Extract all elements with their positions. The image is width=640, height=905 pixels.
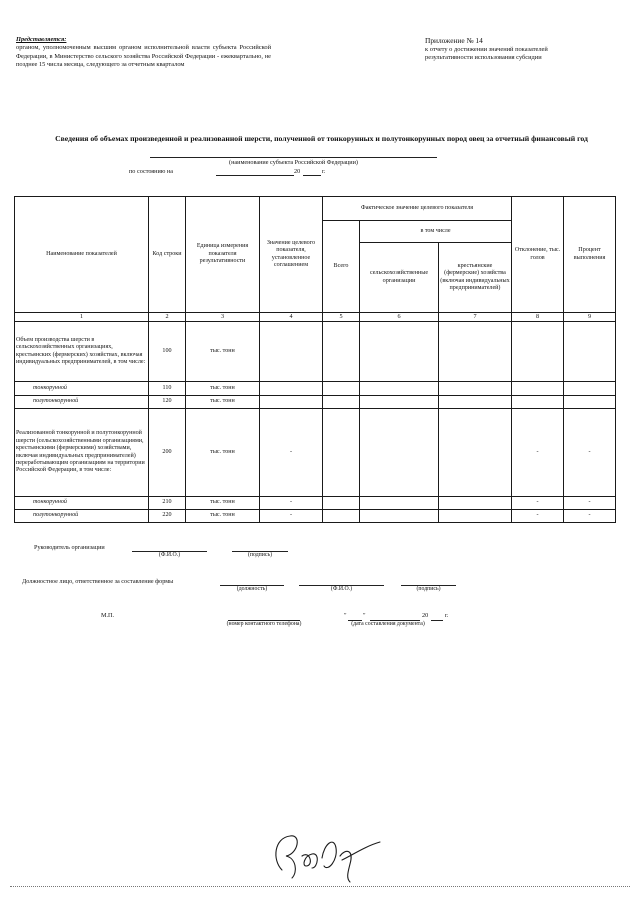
form-title: Сведения об объемах произведенной и реализованной шерсти, полученной от тонкорунных и полутонкорунных пород овец за отчетный финансовый год	[55, 134, 588, 143]
row-name: полутонкорунной	[15, 396, 149, 409]
header-target: Значение целевого показателя, установленное соглашением	[260, 197, 323, 313]
row-percent[interactable]: -	[564, 497, 616, 510]
head-label: Руководитель организации	[34, 544, 105, 551]
row-target[interactable]: -	[260, 497, 323, 510]
header-percent: Процент выполнения	[564, 197, 616, 313]
responsible-fio-caption: (Ф.И.О.)	[330, 586, 353, 592]
row-percent[interactable]	[564, 382, 616, 396]
header-code: Код строки	[149, 197, 186, 313]
header-actual: Фактическое значение целевого показателя	[323, 197, 512, 221]
date-quote-close: "	[363, 612, 366, 619]
head-sign-caption: (подпись)	[247, 552, 273, 558]
row-name: Объем производства шерсти в сельскохозяйственных организациях, крестьянских (фермерских) хозяйствах, включая индивидуальных предпринимателей, в том числе:	[15, 322, 149, 382]
row-farm[interactable]	[439, 497, 512, 510]
row-farm[interactable]	[439, 409, 512, 497]
row-target[interactable]	[260, 382, 323, 396]
row-farm[interactable]	[439, 322, 512, 382]
date-caption: (дата составления документа)	[351, 621, 425, 627]
row-code: 120	[149, 396, 186, 409]
row-name: тонкорунной	[15, 382, 149, 396]
appendix-line-2: результативности использования субсидии	[425, 54, 542, 62]
row-unit: тыс. тонн	[186, 510, 260, 523]
table-row	[15, 409, 616, 497]
row-percent[interactable]: -	[564, 510, 616, 523]
row-name: тонкорунной	[15, 497, 149, 510]
row-code: 200	[149, 409, 186, 497]
appendix-line-1: к отчету о достижении значений показателей	[425, 46, 548, 53]
row-deviation[interactable]: -	[512, 510, 564, 523]
row-total[interactable]	[323, 409, 360, 497]
row-unit: тыс. тонн	[186, 497, 260, 510]
column-numbers-row	[15, 313, 616, 322]
table-row	[15, 322, 616, 382]
date-quote-open: "	[344, 612, 347, 619]
row-deviation[interactable]: -	[512, 409, 564, 497]
row-unit: тыс. тонн	[186, 396, 260, 409]
col-number: 4	[260, 313, 323, 322]
row-agri[interactable]	[360, 382, 439, 396]
row-total[interactable]	[323, 497, 360, 510]
row-deviation[interactable]	[512, 396, 564, 409]
as-of-year-suffix: г.	[322, 168, 326, 175]
row-unit: тыс. тонн	[186, 382, 260, 396]
header-unit: Единица измерения показателя результативности	[186, 197, 260, 313]
header-left-text: органом, уполномоченным высшим органом исполнительной власти субъекта Российской Федерации, в Министерство сельского хозяйства Российской Федерации - ежеквартально, не позднее 15 числа месяца, следующего за отчетным кварталом	[16, 44, 271, 68]
row-unit: тыс. тонн	[186, 409, 260, 497]
responsible-label: Должностное лицо, ответственное за составление формы	[22, 578, 174, 585]
as-of-label: по состоянию на	[129, 168, 173, 175]
phone-caption: (номер контактного телефона)	[226, 621, 302, 627]
subject-line[interactable]	[150, 157, 437, 158]
row-deviation[interactable]	[512, 322, 564, 382]
header-total: Всего	[323, 221, 360, 313]
as-of-date-line[interactable]	[216, 175, 294, 176]
date-year-suffix: г.	[445, 612, 449, 619]
row-target[interactable]: -	[260, 510, 323, 523]
row-agri[interactable]	[360, 396, 439, 409]
as-of-year-prefix: 20	[294, 168, 301, 175]
scan-edge	[10, 886, 630, 887]
appendix-number: Приложение № 14	[425, 36, 483, 45]
row-code: 110	[149, 382, 186, 396]
header-agri-orgs: сельскохозяйственные организации	[360, 243, 439, 313]
row-farm[interactable]	[439, 396, 512, 409]
table-row	[15, 396, 616, 409]
position-caption: (должность)	[236, 586, 268, 592]
header-left-block	[16, 36, 271, 69]
header-left-label: Представляется:	[16, 36, 67, 43]
row-deviation[interactable]: -	[512, 497, 564, 510]
table-row	[15, 382, 616, 396]
row-agri[interactable]	[360, 322, 439, 382]
row-agri[interactable]	[360, 510, 439, 523]
row-name: Реализованной тонкорунной и полутонкорунной шерсти (сельскохозяйственными организациями, крестьянскими (фермерскими) хозяйствами, включая индивидуальных предпринимателей) переработывающим организациям на территории Российской Федерации, в том числе:	[15, 409, 149, 497]
row-target[interactable]	[260, 396, 323, 409]
col-number: 5	[323, 313, 360, 322]
row-total[interactable]	[323, 510, 360, 523]
col-number: 9	[564, 313, 616, 322]
row-name: полутонкорунной	[15, 510, 149, 523]
as-of-year-line[interactable]	[303, 175, 321, 176]
header-right-block	[425, 36, 615, 63]
header-deviation: Отклонение, тыс. голов	[512, 197, 564, 313]
row-percent[interactable]	[564, 396, 616, 409]
row-code: 100	[149, 322, 186, 382]
col-number: 3	[186, 313, 260, 322]
row-total[interactable]	[323, 382, 360, 396]
col-number: 1	[15, 313, 149, 322]
row-code: 220	[149, 510, 186, 523]
row-farm[interactable]	[439, 510, 512, 523]
header-including: в том числе	[360, 221, 512, 243]
table-row	[15, 510, 616, 523]
row-code: 210	[149, 497, 186, 510]
row-deviation[interactable]	[512, 382, 564, 396]
col-number: 8	[512, 313, 564, 322]
col-number: 2	[149, 313, 186, 322]
handwritten-signature	[262, 820, 392, 885]
row-total[interactable]	[323, 396, 360, 409]
row-agri[interactable]	[360, 497, 439, 510]
row-target[interactable]: -	[260, 409, 323, 497]
row-farm[interactable]	[439, 382, 512, 396]
col-number: 6	[360, 313, 439, 322]
head-fio-caption: (Ф.И.О.)	[158, 552, 181, 558]
wool-table	[14, 196, 616, 523]
header-farms: крестьянские (фермерские) хозяйства (включая индивидуальных предпринимателей)	[439, 243, 512, 313]
row-agri[interactable]	[360, 409, 439, 497]
header-name: Наименование показателей	[15, 197, 149, 313]
date-year-prefix: 20	[422, 612, 429, 619]
subject-caption: (наименование субъекта Российской Федерации)	[229, 159, 358, 166]
row-total[interactable]	[323, 322, 360, 382]
responsible-sign-caption: (подпись)	[416, 586, 441, 592]
stamp-label: М.П.	[101, 612, 115, 619]
row-percent[interactable]: -	[564, 409, 616, 497]
row-target[interactable]	[260, 322, 323, 382]
row-percent[interactable]	[564, 322, 616, 382]
col-number: 7	[439, 313, 512, 322]
row-unit: тыс. тонн	[186, 322, 260, 382]
table-row	[15, 497, 616, 510]
